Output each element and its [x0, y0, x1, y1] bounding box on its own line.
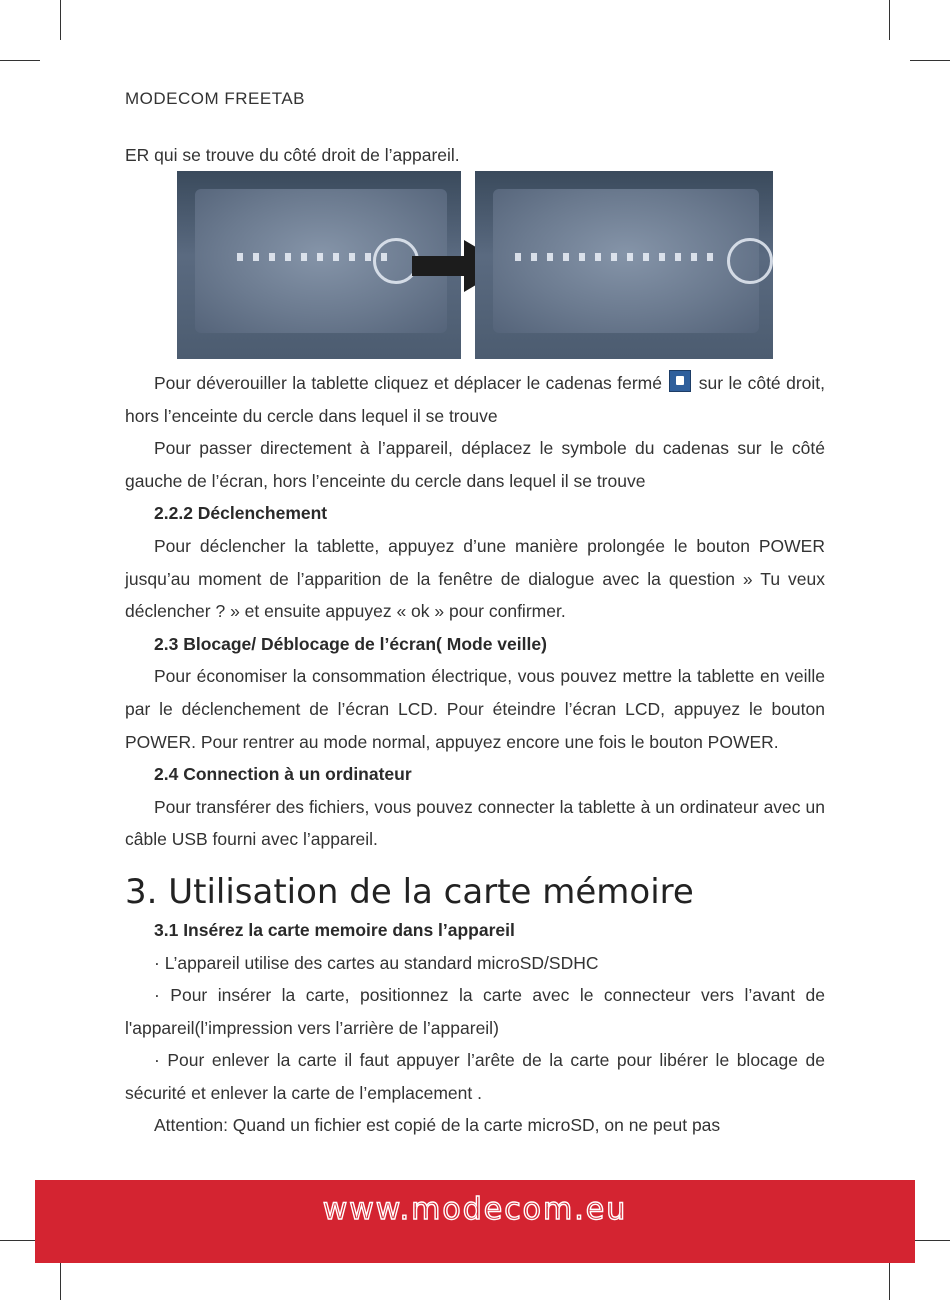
crop-mark	[60, 1260, 61, 1300]
crop-mark	[0, 60, 40, 61]
section-paragraph: Pour économiser la consommation électrique, vous pouvez mettre la tablette en veille par le déclenchement de l’écran LCD. Pour éteindre l’écran LCD, appuyez le bouton POWER. Pour rentrer au mode normal, appuyez encore une fois le bouton POWER.	[125, 666, 825, 752]
unlock-text-before: Pour déverouiller la tablette cliquez et déplacer le cadenas fermé	[154, 373, 668, 393]
section-paragraph: Pour transférer des fichiers, vous pouvez connecter la tablette à un ordinateur avec un câble USB fourni avec l’appareil.	[125, 796, 825, 850]
crop-mark	[60, 0, 61, 40]
intro-line: ER qui se trouve du côté droit de l’appareil.	[125, 145, 460, 165]
crop-mark	[889, 1260, 890, 1300]
screen-area	[493, 189, 759, 333]
tablet-lockscreen-photo-icon	[475, 171, 773, 359]
section-heading: 3.1 Insérez la carte memoire dans l’appareil	[154, 919, 515, 940]
bullet-item: · L’appareil utilise des cartes au standard microSD/SDHC	[154, 952, 599, 973]
chapter-title: 3. Utilisation de la carte mémoire	[125, 871, 694, 912]
footer-url[interactable]: www.modecom.eu	[322, 1192, 628, 1227]
section-heading: 2.4 Connection à un ordinateur	[154, 764, 412, 785]
unlock-text-after: sur le côté droit, hors l’enceinte du cercle dans lequel il se trouve	[125, 373, 825, 426]
footer-banner	[35, 1180, 915, 1263]
bullet-item: · Pour insérer la carte, positionnez la carte avec le connecteur vers l’avant de l'appareil(l’impression vers l’arrière de l’appareil)	[125, 985, 825, 1038]
screen-dots	[237, 253, 387, 261]
bullet-item: · Pour enlever la carte il faut appuyer l’arête de la carte pour libérer le blocage de sécurité et enlever la carte de l’emplacement .	[125, 1050, 825, 1103]
crop-mark	[910, 1240, 950, 1241]
intro-text	[125, 139, 825, 172]
main-text	[125, 367, 825, 1142]
section-heading: 2.3 Blocage/ Déblocage de l’écran( Mode veille)	[154, 633, 547, 654]
running-header: MODECOM FREETAB	[125, 89, 306, 108]
unlock-paragraph-2: Pour passer directement à l’appareil, déplacez le symbole du cadenas sur le côté gauche de l’écran, hors l’enceinte du cercle dans lequel il se trouve	[125, 438, 825, 491]
crop-mark	[889, 0, 890, 40]
section-paragraph: Pour déclencher la tablette, appuyez d’une manière prolongée le bouton POWER jusqu’au moment de l’apparition de la fenêtre de dialogue avec la question » Tu veux déclencher ? » et ensuite appuyez « ok » pour confirmer.	[125, 535, 825, 622]
unlock-paragraph	[125, 367, 825, 432]
lock-icon	[669, 370, 691, 392]
crop-mark	[910, 60, 950, 61]
crop-mark	[0, 1240, 40, 1241]
section-heading: 2.2.2 Déclenchement	[154, 503, 328, 524]
screen-dots	[515, 253, 715, 261]
lock-ring	[727, 238, 773, 284]
attention-note: Attention: Quand un fichier est copié de la carte microSD, on ne peut pas	[154, 1115, 721, 1136]
